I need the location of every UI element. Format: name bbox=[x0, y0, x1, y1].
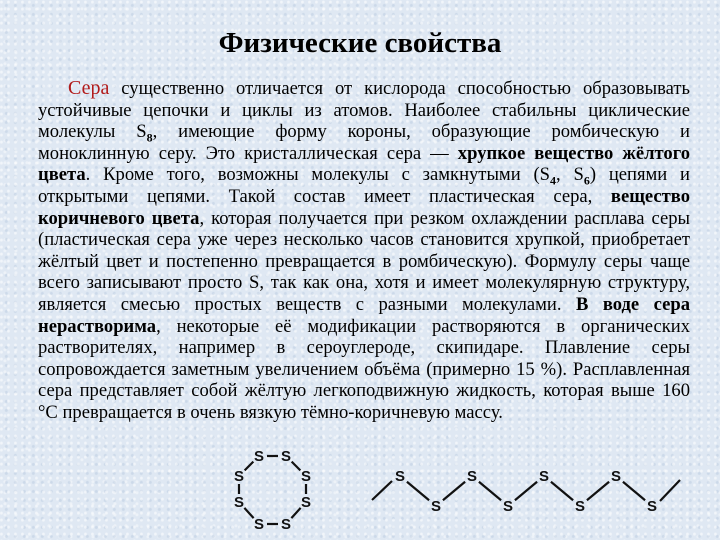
text-run: ) цепями и открытыми цепями. Такой состав имеет пластическая сера, bbox=[38, 164, 690, 207]
chain-bond bbox=[587, 482, 609, 500]
chain-sulfur-atom: S bbox=[466, 468, 478, 485]
ring-sulfur-atom: S bbox=[300, 468, 312, 485]
chain-bond bbox=[407, 482, 429, 500]
page-title: Физические свойства bbox=[218, 27, 502, 59]
chain-bond bbox=[551, 482, 573, 500]
ring-sulfur-atom: S bbox=[300, 494, 312, 511]
text-run: существенно отличается от кислорода способностью образовывать устойчивые цепочки и циклы из атомов. Наиболее стабильны циклические молекулы S bbox=[38, 78, 690, 143]
text-run: , некоторые её модификации растворяются в органических растворителях, например в сероуглероде, скипидаре. Плавление серы сопровождается заметным увеличением объёма (примерно 15 %). Расплавленная сера представляет собой жёлтую легкоподвижную жидкость, которая выше 160 °C превращается в очень вязкую тёмно-коричневую массу. bbox=[38, 315, 690, 423]
text-run: , имеющие форму короны, образующие ромбическую и моноклинную серу. Это кристаллическая сера — bbox=[38, 121, 690, 164]
ring-bond bbox=[291, 508, 300, 518]
bold-phrase-insoluble: В воде сера нерастворима bbox=[38, 293, 691, 337]
ring-sulfur-atom: S bbox=[233, 494, 245, 511]
ring-sulfur-atom: S bbox=[233, 468, 245, 485]
sulfur-chain-diagram bbox=[368, 462, 688, 522]
ring-sulfur-atom: S bbox=[280, 516, 292, 533]
chain-sulfur-atom: S bbox=[574, 498, 586, 515]
chain-bond bbox=[443, 482, 465, 500]
s8-ring-diagram bbox=[222, 446, 322, 540]
chain-end-bond bbox=[660, 480, 680, 501]
text-run: , которая получается при резком охлаждении расплава серы (пластическая сера уже через несколько часов становится хрупкой, приобретает жёлтый цвет и постепенно превращается в ромбическую). Формулу серы чаще всего записывают просто S, так как она, хотя и имеет молекулярную структуру, является смесью простых веществ с разными молекулами. bbox=[38, 207, 690, 315]
chain-bond bbox=[479, 482, 501, 500]
text-run: , S bbox=[556, 164, 584, 186]
ring-bond bbox=[292, 462, 301, 471]
subscript-6: 6 bbox=[583, 174, 590, 189]
ring-bond bbox=[244, 508, 253, 518]
ring-bond bbox=[245, 462, 254, 471]
chain-bond bbox=[623, 482, 645, 500]
bold-phrase-brown: вещество коричневого цвета bbox=[38, 185, 690, 229]
body-paragraph bbox=[38, 78, 690, 424]
chain-sulfur-atom: S bbox=[502, 498, 514, 515]
ring-sulfur-atom: S bbox=[253, 516, 265, 533]
chain-sulfur-atom: S bbox=[430, 498, 442, 515]
chain-sulfur-atom: S bbox=[394, 468, 406, 485]
ring-sulfur-atom: S bbox=[280, 448, 292, 465]
chain-sulfur-atom: S bbox=[538, 468, 550, 485]
chain-sulfur-atom: S bbox=[646, 498, 658, 515]
subscript-4: 4 bbox=[550, 174, 556, 189]
lead-word: Сера bbox=[68, 77, 110, 99]
chain-bond bbox=[515, 482, 537, 500]
chain-end-bond bbox=[372, 481, 392, 500]
text-run: . Кроме того, возможны молекулы с замкнутыми (S bbox=[85, 164, 550, 186]
bold-phrase-yellow: хрупкое вещество жёлтого цвета bbox=[38, 142, 690, 186]
chain-sulfur-atom: S bbox=[610, 468, 622, 485]
ring-sulfur-atom: S bbox=[253, 448, 265, 465]
subscript-8: 8 bbox=[146, 130, 153, 145]
